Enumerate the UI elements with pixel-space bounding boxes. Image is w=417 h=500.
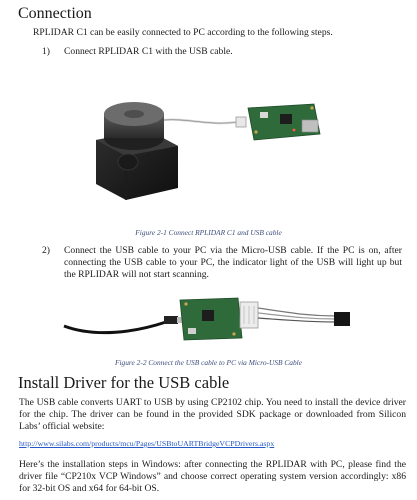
step-1-text: Connect RPLIDAR C1 with the USB cable. <box>64 46 233 57</box>
step-2-text: Connect the USB cable to your PC via the Micro-USB cable. If the PC is on, after connecting the USB cable to your PC, the indicator light of the USB will light up but the RPLIDAR will not start scanning. <box>64 245 402 281</box>
step-2-number: 2) <box>42 245 50 256</box>
intro-paragraph: RPLIDAR C1 can be easily connected to PC according to the following steps. <box>33 27 333 38</box>
figure-usb-cable-image <box>56 288 352 348</box>
lidar-and-usb-board-illustration <box>88 100 328 218</box>
silabs-driver-link[interactable]: http://www.silabs.com/products/mcu/Pages/USBtoUARTBridgeVCPDrivers.aspx <box>19 439 275 448</box>
step-1-number: 1) <box>42 46 50 57</box>
step-2 <box>42 245 402 285</box>
section-heading-connection: Connection <box>18 5 92 22</box>
step-1 <box>42 46 382 59</box>
installation-steps-paragraph: Here’s the installation steps in Windows: after connecting the RPLIDAR with PC, please find the driver file “CP210x VCP Windows” and choose correct operating system version accordingly: x86 for 32-bit OS and x64 for 64-bit OS. <box>19 459 406 494</box>
figure-2-caption: Figure 2-2 Connect the USB cable to PC via Micro-USB Cable <box>114 358 303 367</box>
section-heading-install-driver: Install Driver for the USB cable <box>18 373 230 392</box>
driver-paragraph: The USB cable converts UART to USB by using CP2102 chip. You need to install the device driver for the chip. The driver can be found in the provided SDK package or downloaded from Silicon Labs’ official website: <box>19 397 406 432</box>
usb-cable-illustration <box>56 288 352 348</box>
figure-1-caption: Figure 2-1 Connect RPLIDAR C1 and USB cable <box>135 228 282 237</box>
figure-lidar-usb-image <box>88 100 328 218</box>
